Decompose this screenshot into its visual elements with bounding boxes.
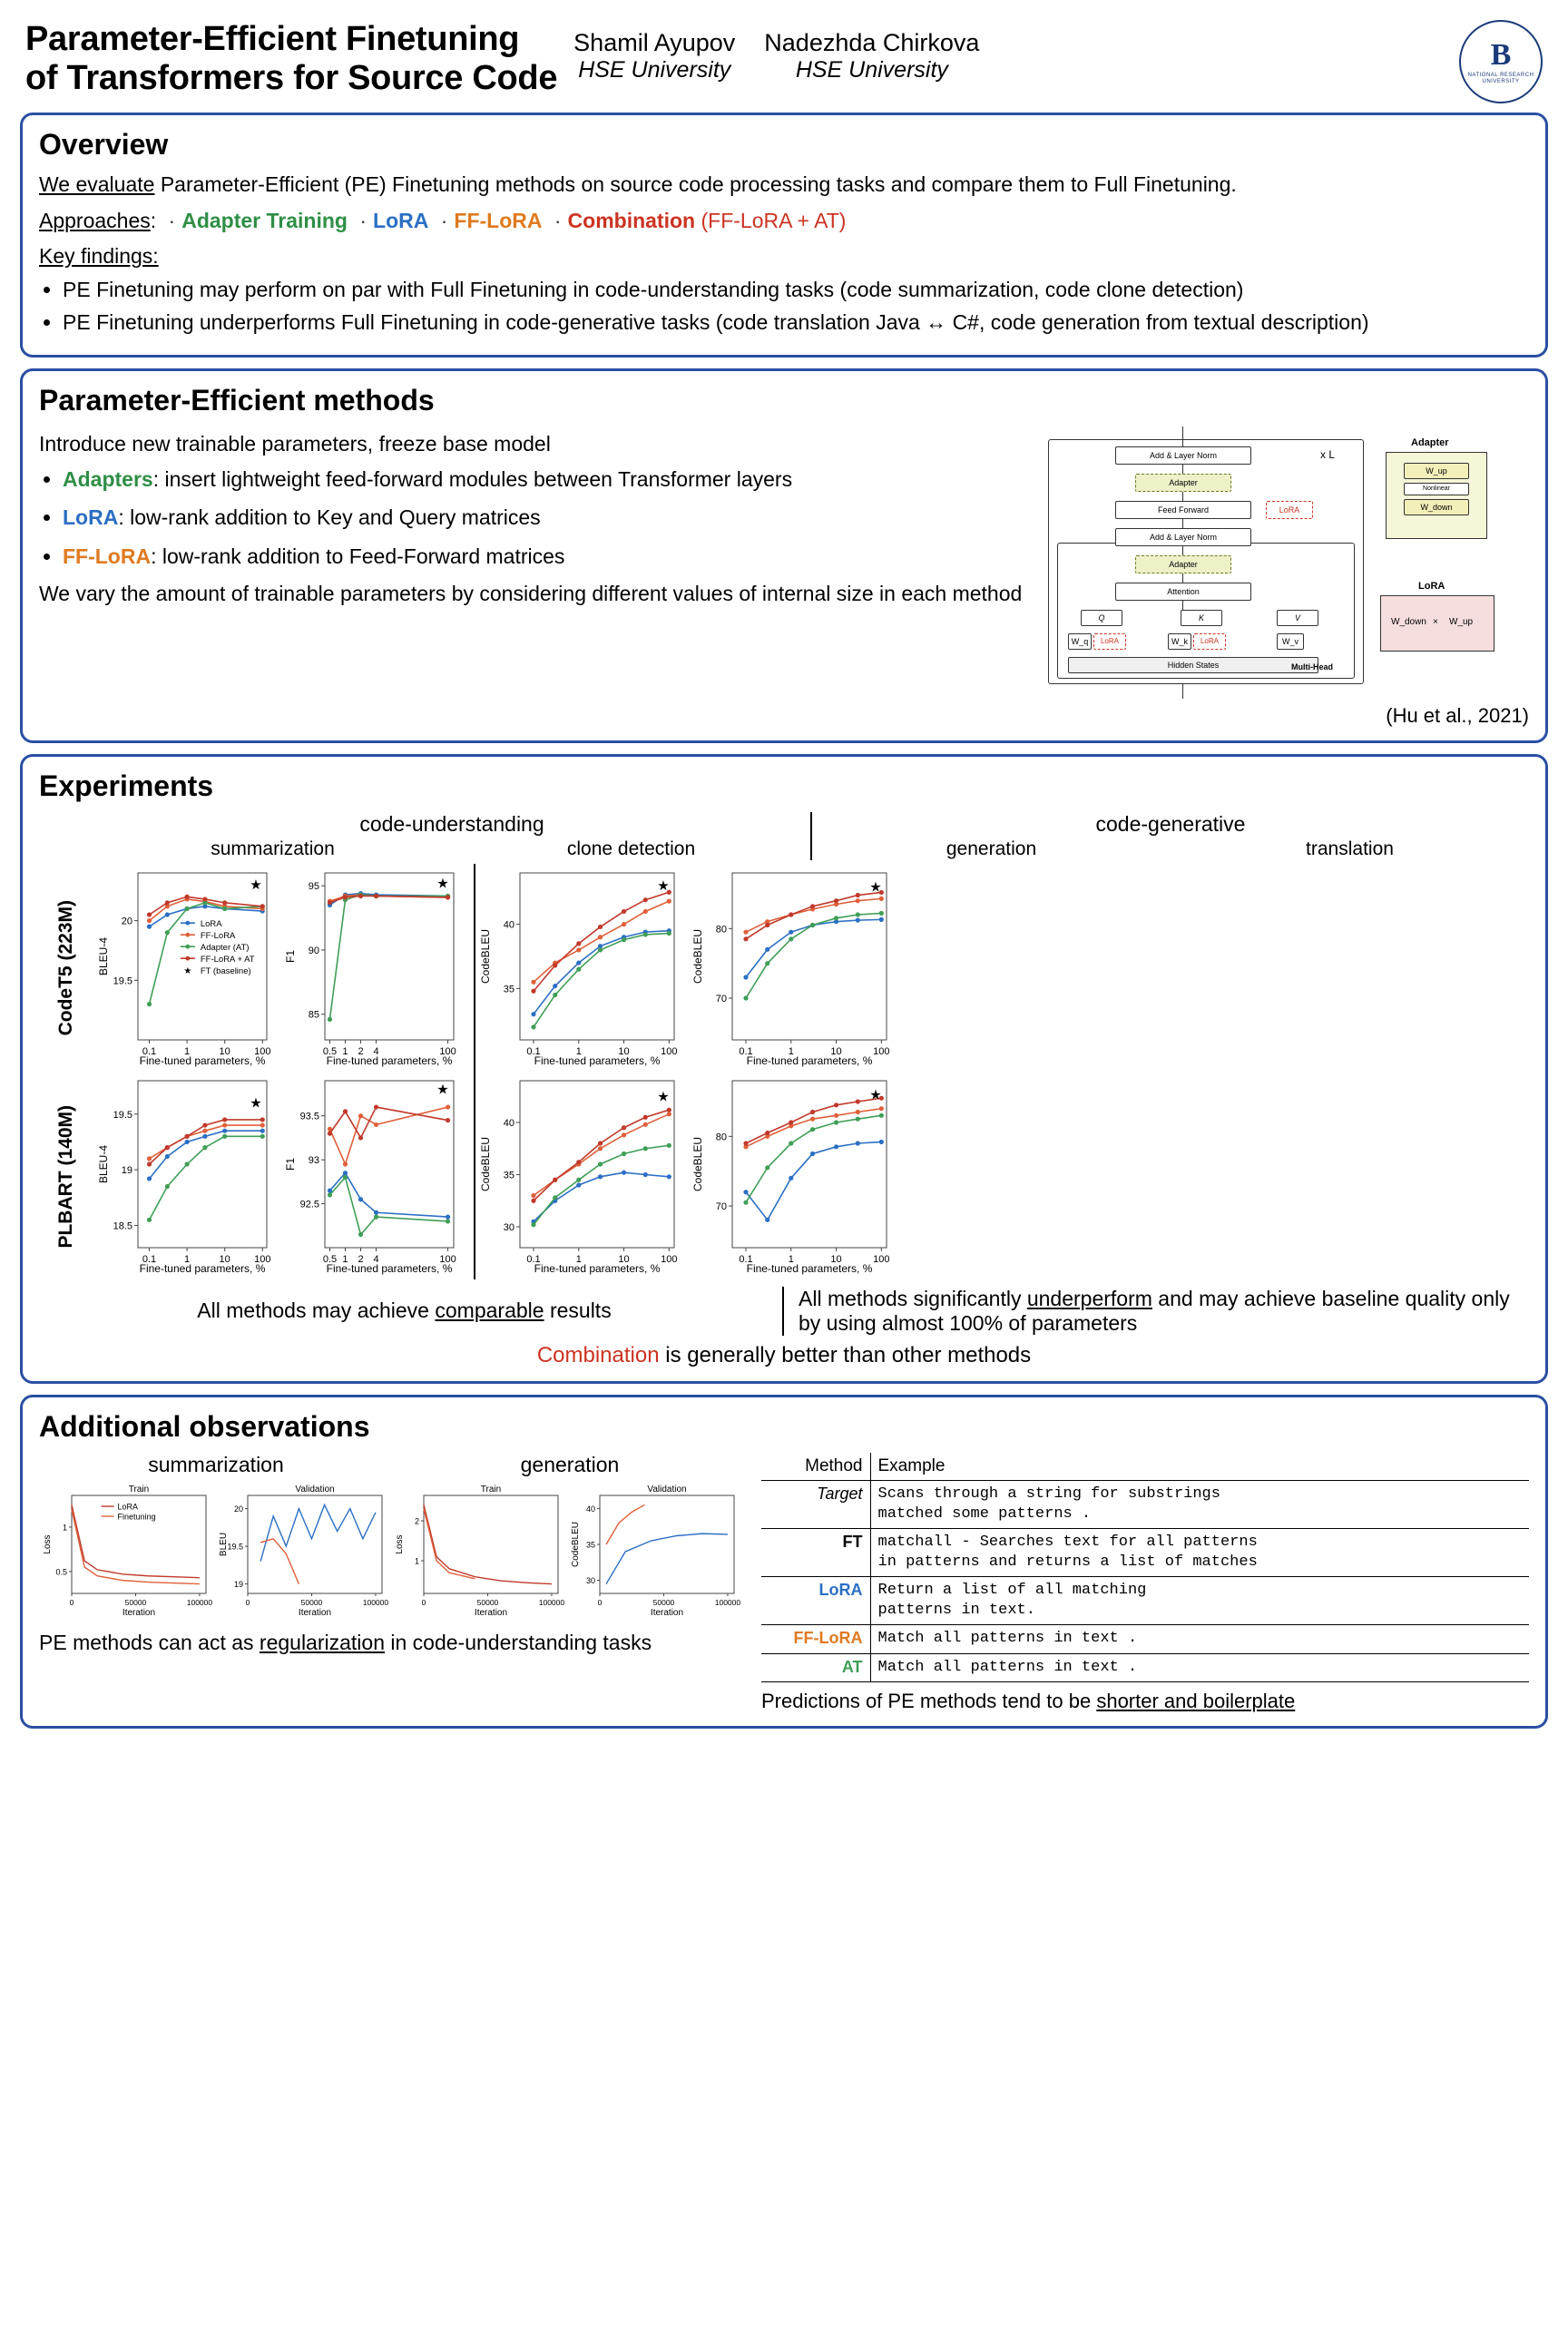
svg-text:★: ★ — [657, 1089, 670, 1105]
experiments-section — [20, 754, 1548, 1384]
svg-text:30: 30 — [503, 1221, 514, 1233]
diagram-hidden-states: Hidden States — [1068, 657, 1318, 673]
plot-plbart-summarization — [93, 1072, 280, 1279]
svg-text:100000: 100000 — [186, 1597, 213, 1607]
diagram-adapter-top: Adapter — [1135, 474, 1231, 492]
method-name-lora: LoRA — [63, 505, 119, 530]
adapter-w-up: W_up — [1404, 463, 1469, 479]
method-name-ff-lora: FF-LoRA — [63, 544, 152, 569]
diagram-add-layer-norm-bottom: Add & Layer Norm — [1115, 528, 1251, 546]
svg-text:FF-LoRA + AT: FF-LoRA + AT — [200, 955, 255, 965]
plot-svg — [96, 864, 278, 1067]
logo-subtitle: NATIONAL RESEARCH UNIVERSITY — [1467, 73, 1534, 84]
table-cell-example: Match all patterns in text . — [870, 1625, 1529, 1653]
table-cell-method: FF-LoRA — [761, 1625, 870, 1653]
svg-text:93: 93 — [308, 1155, 319, 1167]
plot-codet5-translation — [688, 864, 900, 1072]
svg-text:Fine-tuned parameters, %: Fine-tuned parameters, % — [139, 1261, 266, 1275]
table-cell-example: Match all patterns in text . — [870, 1653, 1529, 1681]
svg-text:20: 20 — [233, 1504, 243, 1514]
svg-text:BLEU-4: BLEU-4 — [97, 936, 110, 975]
group-heading-code-generative: code-generative — [1095, 811, 1246, 836]
diagram-head-k: K — [1181, 610, 1222, 626]
svg-text:BLEU: BLEU — [219, 1532, 229, 1556]
author-affiliation: HSE University — [578, 57, 731, 83]
diagram-repeat-label: x L — [1320, 447, 1336, 461]
svg-text:2: 2 — [414, 1516, 419, 1526]
svg-text:★: ★ — [869, 1087, 882, 1103]
svg-text:70: 70 — [715, 1200, 727, 1212]
svg-text:100000: 100000 — [362, 1597, 389, 1607]
svg-text:40: 40 — [503, 919, 514, 931]
additional-note: PE methods can act as regularization in code-understanding tasks — [39, 1630, 652, 1654]
svg-text:0.5: 0.5 — [322, 1253, 338, 1265]
additional-plot-title-generation: generation — [520, 1452, 620, 1476]
approach-combination: Combination — [567, 209, 696, 233]
pe-methods-list — [39, 466, 1039, 571]
small-plot-svg — [217, 1481, 389, 1617]
adapter-nonlinear: Nonlinear — [1404, 483, 1469, 495]
diagram-multihead-label: Multi-Head — [1291, 662, 1333, 671]
svg-text:FT (baseline): FT (baseline) — [200, 966, 251, 977]
svg-text:★: ★ — [657, 878, 670, 895]
author-0 — [573, 29, 735, 83]
note-code-understanding: All methods may achieve comparable results — [197, 1298, 612, 1323]
svg-text:Fine-tuned parameters, %: Fine-tuned parameters, % — [326, 1261, 453, 1275]
svg-text:1: 1 — [788, 1045, 794, 1057]
svg-text:100: 100 — [661, 1045, 678, 1057]
svg-text:Adapter (AT): Adapter (AT) — [200, 943, 250, 954]
approaches-line: Approaches: · Adapter Training · LoRA · FF-LoRA · Combination (FF-LoRA + AT) — [39, 209, 847, 233]
column-heading-generation: generation — [946, 838, 1037, 859]
table-cell-example: Scans through a string for substrings matched some patterns . — [870, 1480, 1529, 1528]
table-cell-method: Target — [761, 1480, 870, 1528]
svg-text:100: 100 — [873, 1253, 890, 1265]
diagram-adapter-bottom: Adapter — [1135, 555, 1231, 573]
plot-plbart-generation — [475, 1072, 688, 1279]
svg-text:18.5: 18.5 — [113, 1220, 132, 1232]
list-item: • PE Finetuning underperforms Full Finetuning in code-generative tasks (code translation Java ↔ C#, code generation from textual description) — [63, 309, 1529, 337]
svg-text:Fine-tuned parameters, %: Fine-tuned parameters, % — [326, 1054, 453, 1067]
column-heading-clone-detection: clone detection — [566, 838, 696, 859]
svg-text:35: 35 — [503, 984, 514, 995]
svg-text:Loss: Loss — [43, 1534, 53, 1554]
title-line-2: of Transformers for Source Code — [25, 58, 558, 97]
plot-svg — [283, 1072, 465, 1275]
svg-text:19: 19 — [233, 1579, 243, 1589]
table-cell-method: AT — [761, 1653, 870, 1681]
pe-methods-heading: Parameter-Efficient methods — [39, 383, 435, 416]
diagram-attention: Attention — [1115, 583, 1251, 601]
diagram-lora-k: LoRA — [1193, 633, 1226, 650]
diagram-lora-ff: LoRA — [1266, 501, 1313, 519]
svg-text:Fine-tuned parameters, %: Fine-tuned parameters, % — [746, 1261, 873, 1275]
lora-card-title: LoRA — [1418, 580, 1446, 592]
diagram-add-layer-norm-top: Add & Layer Norm — [1115, 446, 1251, 465]
row-label-plbart: PLBART (140M) — [55, 1105, 76, 1249]
column-heading-summarization: summarization — [211, 838, 335, 859]
svg-text:LoRA: LoRA — [200, 919, 222, 930]
svg-text:BLEU-4: BLEU-4 — [97, 1144, 110, 1183]
plot-codet5-generation — [475, 864, 688, 1072]
plot-svg — [691, 864, 897, 1067]
diagram-weight-wq: W_q — [1068, 633, 1092, 650]
svg-text:Finetuning: Finetuning — [117, 1512, 156, 1522]
additional-plots — [39, 1453, 747, 1713]
approach-combination-suffix: (FF-LoRA + AT) — [701, 209, 847, 233]
author-name: Shamil Ayupov — [573, 29, 736, 56]
additional-plot-3 — [567, 1481, 743, 1622]
table-cell-method: FT — [761, 1529, 870, 1577]
svg-text:Validation: Validation — [295, 1484, 335, 1494]
small-plot-svg — [393, 1481, 565, 1617]
approach-adapter-training: Adapter Training — [181, 209, 348, 233]
svg-text:0: 0 — [245, 1597, 250, 1607]
table-row — [761, 1529, 1529, 1577]
svg-text:★: ★ — [436, 876, 449, 892]
svg-text:1: 1 — [414, 1556, 419, 1566]
plot-svg — [478, 1072, 685, 1275]
svg-text:1: 1 — [342, 1253, 348, 1265]
approach-lora: LoRA — [373, 209, 429, 233]
diagram-feed-forward: Feed Forward — [1115, 501, 1251, 519]
adapter-card-title: Adapter — [1411, 436, 1449, 448]
method-name-adapters: Adapters — [63, 466, 153, 491]
additional-plot-1 — [215, 1481, 391, 1622]
svg-text:1: 1 — [788, 1253, 794, 1265]
svg-text:0.1: 0.1 — [142, 1045, 157, 1057]
svg-text:4: 4 — [373, 1253, 379, 1265]
pe-methods-lead: Introduce new trainable parameters, freeze base model — [39, 431, 551, 456]
list-item: • PE Finetuning may perform on par with Full Finetuning in code-understanding tasks (code summarization, code clone detection) — [63, 276, 1529, 304]
svg-text:0.1: 0.1 — [142, 1253, 157, 1265]
svg-text:19.5: 19.5 — [227, 1542, 243, 1552]
svg-text:1: 1 — [62, 1523, 67, 1533]
additional-plot-0 — [39, 1481, 215, 1622]
svg-text:0.1: 0.1 — [526, 1045, 541, 1057]
svg-text:10: 10 — [618, 1045, 630, 1057]
svg-text:20: 20 — [121, 916, 132, 927]
key-findings-label: Key findings: — [39, 244, 159, 269]
svg-text:F1: F1 — [284, 1157, 297, 1171]
svg-text:93.5: 93.5 — [299, 1111, 319, 1122]
plot-plbart-clone-detection — [280, 1072, 475, 1279]
small-plot-svg — [41, 1481, 213, 1617]
svg-text:4: 4 — [373, 1045, 379, 1057]
svg-text:Iteration: Iteration — [650, 1607, 684, 1617]
list-item — [63, 504, 1039, 532]
svg-text:Fine-tuned parameters, %: Fine-tuned parameters, % — [746, 1054, 873, 1067]
svg-text:100: 100 — [439, 1045, 456, 1057]
svg-text:1: 1 — [184, 1045, 191, 1057]
svg-text:10: 10 — [618, 1253, 630, 1265]
adapter-w-down: W_down — [1404, 499, 1469, 515]
pe-methods-text — [39, 426, 1039, 728]
svg-text:10: 10 — [830, 1045, 842, 1057]
column-heading-translation: translation — [1306, 838, 1394, 859]
overview-intro — [39, 171, 1529, 198]
svg-text:70: 70 — [715, 993, 727, 1004]
author-name: Nadezhda Chirkova — [764, 29, 980, 56]
author-1 — [764, 29, 979, 83]
combination-conclusion: Combination is generally better than other methods — [536, 1342, 1032, 1367]
method-desc: : low-rank addition to Feed-Forward matrices — [151, 544, 565, 569]
svg-text:0.5: 0.5 — [55, 1567, 67, 1577]
plot-svg — [478, 864, 685, 1067]
key-findings-list — [39, 276, 1529, 337]
svg-text:★: ★ — [250, 1095, 262, 1112]
svg-text:40: 40 — [503, 1117, 514, 1129]
svg-text:CodeBLEU: CodeBLEU — [691, 1136, 704, 1191]
author-list — [573, 20, 1443, 83]
diagram-lora-q: LoRA — [1093, 633, 1126, 650]
note-code-generative: All methods significantly underperform and may achieve baseline quality only by using almost 100% of parameters — [799, 1286, 1510, 1335]
svg-text:100: 100 — [254, 1253, 271, 1265]
plot-plbart-translation — [688, 1072, 900, 1279]
university-logo-icon — [1459, 20, 1543, 103]
diagram-citation: (Hu et al., 2021) — [1386, 703, 1529, 727]
svg-text:★: ★ — [869, 879, 882, 896]
table-row — [761, 1625, 1529, 1653]
table-cell-example: Return a list of all matching patterns in text. — [870, 1577, 1529, 1625]
logo-glyph: B — [1490, 38, 1512, 73]
svg-text:100: 100 — [873, 1045, 890, 1057]
svg-text:10: 10 — [219, 1253, 230, 1265]
approach-ff-lora: FF-LoRA — [454, 209, 543, 233]
plot-svg — [96, 1072, 278, 1275]
svg-text:0.1: 0.1 — [739, 1253, 753, 1265]
plot-svg — [691, 1072, 897, 1275]
column-header-example: Example — [870, 1453, 1529, 1481]
svg-text:LoRA: LoRA — [117, 1502, 139, 1512]
poster-header — [20, 16, 1548, 113]
svg-text:80: 80 — [715, 1132, 727, 1143]
diagram-head-q: Q — [1081, 610, 1122, 626]
approaches-label: Approaches — [39, 209, 151, 233]
svg-text:★: ★ — [250, 877, 262, 894]
svg-text:2: 2 — [358, 1253, 364, 1265]
svg-text:0: 0 — [69, 1597, 74, 1607]
svg-text:19.5: 19.5 — [113, 975, 132, 987]
overview-heading: Overview — [39, 128, 169, 161]
table-row — [761, 1577, 1529, 1625]
svg-text:Train: Train — [480, 1484, 502, 1494]
plot-codet5-summarization — [93, 864, 280, 1072]
svg-text:CodeBLEU: CodeBLEU — [479, 1136, 492, 1191]
svg-text:85: 85 — [308, 1009, 319, 1021]
svg-text:30: 30 — [585, 1575, 595, 1585]
table-row — [761, 1480, 1529, 1528]
list-item — [63, 466, 1039, 494]
svg-text:100: 100 — [661, 1253, 678, 1265]
svg-text:50000: 50000 — [476, 1597, 499, 1607]
experiments-heading: Experiments — [39, 769, 214, 802]
table-cell-method: LoRA — [761, 1577, 870, 1625]
svg-text:Train: Train — [128, 1484, 150, 1494]
additional-heading: Additional observations — [39, 1409, 370, 1443]
author-affiliation: HSE University — [795, 57, 948, 83]
svg-text:80: 80 — [715, 924, 727, 936]
svg-text:Fine-tuned parameters, %: Fine-tuned parameters, % — [534, 1261, 661, 1275]
svg-text:Iteration: Iteration — [122, 1607, 156, 1617]
svg-text:CodeBLEU: CodeBLEU — [691, 928, 704, 984]
list-item — [63, 543, 1039, 571]
examples-table-wrap — [761, 1453, 1529, 1713]
lora-w-up: W_up — [1449, 616, 1474, 627]
pe-methods-closing: We vary the amount of trainable parameters by considering different values of internal size in each method — [39, 581, 1023, 605]
diagram-head-v: V — [1277, 610, 1318, 626]
additional-observations-section — [20, 1395, 1548, 1729]
svg-text:1: 1 — [184, 1253, 191, 1265]
table-header-row — [761, 1453, 1529, 1481]
svg-text:0.5: 0.5 — [322, 1045, 338, 1057]
svg-text:★: ★ — [183, 966, 192, 977]
column-header-method: Method — [761, 1453, 870, 1481]
svg-text:10: 10 — [830, 1253, 842, 1265]
svg-text:Fine-tuned parameters, %: Fine-tuned parameters, % — [139, 1054, 266, 1067]
svg-text:1: 1 — [575, 1253, 582, 1265]
examples-table — [761, 1453, 1529, 1682]
svg-text:0.1: 0.1 — [739, 1045, 753, 1057]
lora-multiply-icon: × — [1433, 616, 1438, 627]
svg-text:100: 100 — [254, 1045, 271, 1057]
svg-text:Validation: Validation — [647, 1484, 687, 1494]
svg-text:100: 100 — [439, 1253, 456, 1265]
svg-text:1: 1 — [342, 1045, 348, 1057]
diagram-weight-wv: W_v — [1277, 633, 1304, 650]
svg-text:95: 95 — [308, 881, 319, 893]
predictions-note: Predictions of PE methods tend to be shorter and boilerplate — [761, 1689, 1296, 1712]
group-heading-code-understanding: code-understanding — [359, 811, 544, 836]
additional-plot-2 — [391, 1481, 567, 1622]
page-title — [25, 20, 557, 97]
svg-text:Fine-tuned parameters, %: Fine-tuned parameters, % — [534, 1054, 661, 1067]
overview-intro-rest: Parameter-Efficient (PE) Finetuning methods on source code processing tasks and compare them to Full Finetuning. — [154, 172, 1237, 196]
transformer-diagram — [1048, 426, 1520, 699]
svg-text:100000: 100000 — [714, 1597, 741, 1607]
svg-text:10: 10 — [219, 1045, 230, 1057]
svg-text:35: 35 — [503, 1170, 514, 1181]
svg-text:19: 19 — [121, 1165, 132, 1177]
svg-text:1: 1 — [575, 1045, 582, 1057]
svg-text:40: 40 — [585, 1504, 595, 1514]
svg-text:50000: 50000 — [300, 1597, 323, 1607]
svg-text:50000: 50000 — [652, 1597, 675, 1607]
svg-text:Loss: Loss — [395, 1534, 405, 1554]
svg-text:92.5: 92.5 — [299, 1199, 319, 1210]
plot-codet5-clone-detection — [280, 864, 475, 1072]
transformer-diagram-figure — [1048, 426, 1529, 728]
svg-text:100000: 100000 — [538, 1597, 565, 1607]
svg-text:Iteration: Iteration — [298, 1607, 332, 1617]
table-cell-example: matchall - Searches text for all patterns in patterns and returns a list of matches — [870, 1529, 1529, 1577]
svg-text:0: 0 — [597, 1597, 603, 1607]
svg-text:CodeBLEU: CodeBLEU — [571, 1521, 581, 1567]
experiment-plot-grid — [93, 864, 1529, 1281]
method-desc: : insert lightweight feed-forward modules between Transformer layers — [152, 466, 793, 491]
small-plot-svg — [569, 1481, 741, 1617]
svg-text:0: 0 — [421, 1597, 426, 1607]
method-desc: : low-rank addition to Key and Query matrices — [118, 505, 541, 530]
svg-text:★: ★ — [436, 1082, 449, 1098]
svg-text:35: 35 — [585, 1540, 595, 1550]
svg-text:0.1: 0.1 — [526, 1253, 541, 1265]
overview-intro-underlined: We evaluate — [39, 172, 155, 196]
lora-w-down: W_down — [1391, 616, 1426, 627]
svg-text:CodeBLEU: CodeBLEU — [479, 928, 492, 984]
svg-text:50000: 50000 — [124, 1597, 147, 1607]
plot-svg — [283, 864, 465, 1067]
diagram-weight-wk: W_k — [1168, 633, 1191, 650]
svg-text:FF-LoRA: FF-LoRA — [200, 931, 236, 942]
pe-methods-section — [20, 368, 1548, 743]
overview-section — [20, 113, 1548, 358]
svg-text:19.5: 19.5 — [113, 1109, 132, 1121]
row-label-codet5: CodeT5 (223M) — [55, 900, 76, 1036]
svg-text:90: 90 — [308, 945, 319, 956]
svg-text:F1: F1 — [284, 949, 297, 963]
additional-plot-title-summarization: summarization — [148, 1452, 284, 1476]
svg-text:2: 2 — [358, 1045, 364, 1057]
svg-text:Iteration: Iteration — [474, 1607, 508, 1617]
title-line-1: Parameter-Efficient Finetuning — [25, 20, 520, 58]
table-row — [761, 1653, 1529, 1681]
